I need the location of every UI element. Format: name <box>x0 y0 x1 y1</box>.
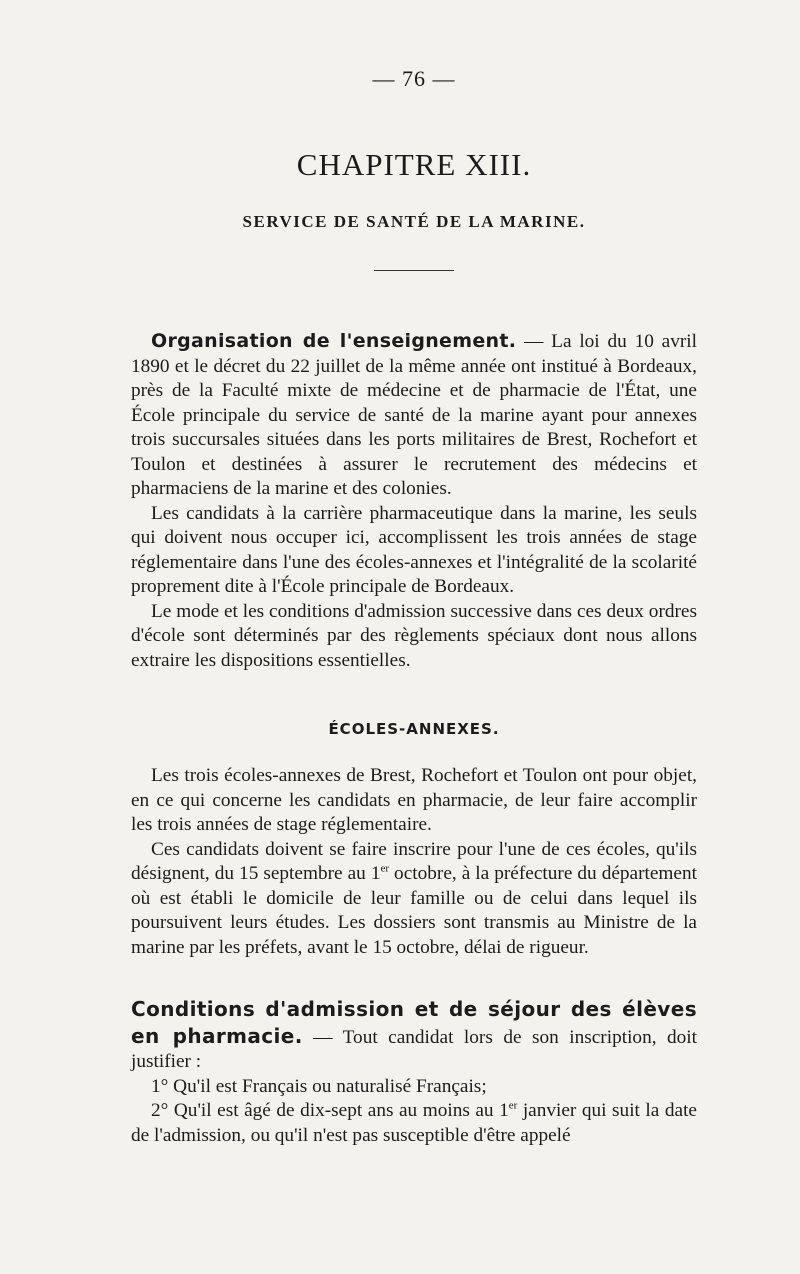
ecoles-annexes-paragraph-2-text-b: octobre, à la préfecture du département où est établi le domicile de leur famille ou de celui dans lequel ils poursuivent leurs études. Les dossiers sont transmis au Ministre de la marine par les préfets, avant le 15 octobre, délai de rigueur. <box>131 863 697 958</box>
organisation-paragraph-2: Les candidats à la carrière pharmaceutique dans la marine, les seuls qui doivent nous occuper ici, accomplissent les trois années de stage réglementaire dans l'une des écoles-annexes et l'intégralité de la scolarité proprement dite à l'École principale de Bordeaux. <box>131 502 697 597</box>
organisation-paragraph-1-text: — La loi du 10 avril 1890 et le décret du 22 juillet de la même année ont institué à Bordeaux, près de la Faculté mixte de médecine et de pharmacie de l'État, une École principale du service de santé de la marine ayant pour annexes trois succursales situées dans les ports militaires de Brest, Rochefort et Toulon et destinées à assurer le recrutement des médecins et pharmaciens de la marine et des colonies. <box>131 331 697 499</box>
conditions-paragraph-1-text: — Tout candidat lors de son inscription, doit justifier : <box>131 1026 697 1072</box>
document-page <box>131 0 697 1274</box>
ecoles-annexes-title: ÉCOLES-ANNEXES. <box>328 720 500 738</box>
ecoles-annexes-paragraph-1: Les trois écoles-annexes de Brest, Rochefort et Toulon ont pour objet, en ce qui concerne les candidats en pharmacie, de leur faire accomplir les trois années de stage réglementaire. <box>131 765 697 835</box>
ecoles-annexes-section <box>131 764 697 960</box>
conditions-paragraph-1 <box>131 997 697 1075</box>
page-number: — 76 — <box>372 66 456 91</box>
organisation-paragraph-1 <box>131 329 697 502</box>
conditions-item-2 <box>131 1099 697 1148</box>
ecoles-annexes-paragraph-2 <box>131 838 697 961</box>
ordinal-superscript: er <box>380 862 390 875</box>
conditions-section <box>131 997 697 1148</box>
chapter-title: CHAPITRE XIII. <box>296 147 532 182</box>
conditions-item-1: 1° Qu'il est Français ou naturalisé Français; <box>151 1075 487 1097</box>
ordinal-superscript: er <box>508 1099 518 1112</box>
conditions-item-2-text-a: 2° Qu'il est âgé de dix-sept ans au moins au 1 <box>151 1100 509 1121</box>
conditions-heading: Conditions d'admission et de séjour des élèves en pharmacie. <box>131 997 697 1048</box>
organisation-heading: Organisation de l'enseignement. <box>151 330 517 352</box>
organisation-section <box>131 329 697 673</box>
organisation-paragraph-3: Le mode et les conditions d'admission successive dans ces deux ordres d'école sont déterminés par des règlements spéciaux dont nous allons extraire les dispositions essentielles. <box>131 600 697 671</box>
conditions-item-2-text-b: janvier qui suit la date de l'admission, ou qu'il n'est pas susceptible d'être appelé <box>131 1100 697 1146</box>
ecoles-annexes-paragraph-2-text-a: Ces candidats doivent se faire inscrire pour l'une de ces écoles, qu'ils désignent, du 15 septembre au 1 <box>131 838 697 884</box>
section-divider <box>374 270 454 271</box>
section-title: SERVICE DE SANTÉ DE LA MARINE. <box>242 212 586 231</box>
